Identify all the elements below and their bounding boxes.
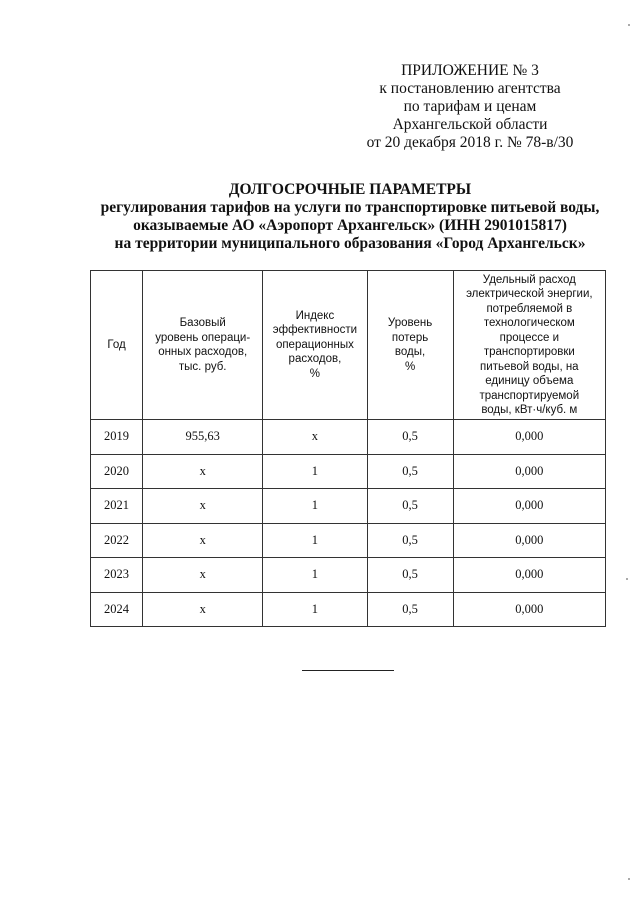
cell-year: 2020 [91,454,143,489]
cell-efficiency-index: х [263,420,367,455]
header-line: расходов, [288,353,342,366]
header-line: воды, кВт·ч/куб. м [481,404,578,416]
cell-base-opex: х [143,558,263,593]
cell-energy-consumption: 0,000 [453,558,605,593]
cell-year: 2021 [91,489,143,524]
header-line: Удельный расход [482,273,576,286]
cell-efficiency-index: 1 [263,489,367,524]
cell-energy-consumption: 0,000 [453,454,605,489]
header-line: Уровень [387,317,433,329]
title-line: оказываемые АО «Аэропорт Архангельск» (ИНН 2901015817) [133,217,567,234]
header-line: воды, [394,346,426,358]
cell-base-opex: 955,63 [143,420,263,455]
header-line: уровень операци- [155,331,251,344]
cell-base-opex: х [143,454,263,489]
parameters-table [90,270,606,627]
header-water-loss [367,271,453,420]
table-header-row [91,271,606,420]
cell-efficiency-index: 1 [263,454,367,489]
header-line: единицу объема [485,375,574,387]
cell-water-loss: 0,5 [367,523,453,558]
appendix-line: Архангельской области [392,116,548,133]
header-line: транспортировки [483,346,575,358]
cell-water-loss: 0,5 [367,454,453,489]
header-line: % [309,367,321,380]
header-line: операционных [275,338,354,351]
header-line: тыс. руб. [178,360,227,373]
header-line: Год [107,338,126,351]
cell-year: 2019 [91,420,143,455]
title-line: на территории муниципального образования «Город Архангельск» [114,235,586,252]
cell-water-loss: 0,5 [367,420,453,455]
table-body [91,420,606,627]
cell-base-opex: х [143,592,263,627]
header-efficiency-index [263,271,367,420]
cell-energy-consumption: 0,000 [453,592,605,627]
appendix-line: ПРИЛОЖЕНИЕ № 3 [401,62,539,79]
title-heading: ДОЛГОСРОЧНЫЕ ПАРАМЕТРЫ [228,181,472,198]
cell-water-loss: 0,5 [367,592,453,627]
cell-energy-consumption: 0,000 [453,489,605,524]
header-base-opex [143,271,263,420]
table-row [91,420,606,455]
header-line: технологическом [483,317,575,329]
header-line: потерь [391,331,429,344]
document-title [40,181,640,253]
footer-divider [302,670,394,671]
header-line: электрической энергии, [466,288,593,300]
cell-water-loss: 0,5 [367,489,453,524]
table-row [91,592,606,627]
header-line: потребляемой в [486,302,573,315]
header-year [91,271,143,420]
appendix-line: от 20 декабря 2018 г. № 78-в/30 [366,134,574,151]
header-line: Базовый [179,317,226,329]
cell-efficiency-index: 1 [263,592,367,627]
table-row [91,523,606,558]
cell-year: 2023 [91,558,143,593]
appendix-line: к постановлению агентства [379,80,561,97]
cell-energy-consumption: 0,000 [453,420,605,455]
cell-base-opex: х [143,523,263,558]
cell-year: 2024 [91,592,143,627]
header-line: эффективности [272,324,358,337]
cell-year: 2022 [91,523,143,558]
header-energy-consumption [453,271,605,420]
scan-speck [626,578,628,580]
scan-speck [628,24,630,26]
scan-speck [628,878,630,880]
title-line: регулирования тарифов на услуги по транспортировке питьевой воды, [100,199,600,216]
table-row [91,454,606,489]
cell-water-loss: 0,5 [367,558,453,593]
header-line: Индекс [295,309,335,322]
cell-base-opex: х [143,489,263,524]
table-row [91,489,606,524]
header-line: % [404,360,416,373]
header-line: питьевой воды, на [480,360,579,373]
cell-efficiency-index: 1 [263,558,367,593]
header-line: транспортируемой [479,389,580,402]
header-line: процессе и [499,331,560,344]
cell-energy-consumption: 0,000 [453,523,605,558]
cell-efficiency-index: 1 [263,523,367,558]
appendix-line: по тарифам и ценам [403,98,537,115]
table-row [91,558,606,593]
header-line: онных расходов, [158,346,248,358]
